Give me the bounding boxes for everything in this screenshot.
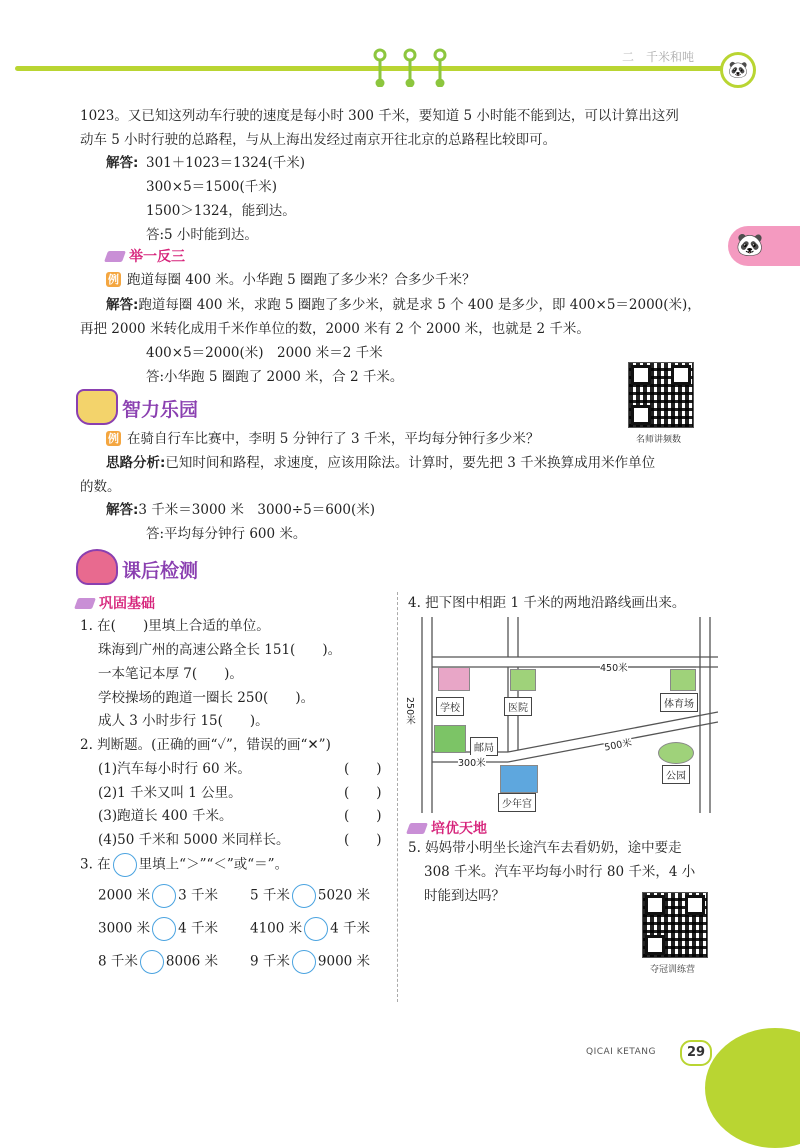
page-number: 29 <box>680 1040 712 1066</box>
answer-circle[interactable] <box>113 853 137 877</box>
answer-circle[interactable] <box>304 917 328 941</box>
zhili-analysis-label: 思路分析: <box>106 455 166 471</box>
q3-left-b: 8006 米 <box>165 953 219 970</box>
q2-item-2: (2)1 千米又叫 1 公里。 <box>98 785 242 801</box>
juyifansan-question-text: 跑道每圈 400 米。小华跑 5 圈跑了多少米？合多少千米？ <box>127 272 476 288</box>
zhili-mascot-icon <box>76 389 118 425</box>
q2-paren-3[interactable]: ( ) <box>344 808 382 824</box>
route-map[interactable] <box>404 617 718 813</box>
juyifansan-answer-4: 答:小华跑 5 圈跑了 2000 米，合 2 千米。 <box>146 369 404 385</box>
juyifansan-answer-row <box>106 295 701 315</box>
panda-header-icon: 🐼 <box>720 52 756 88</box>
zhili-answer-row <box>106 500 375 520</box>
q3-right-a: 4100 米 <box>250 920 303 937</box>
zhili-answer-1: 3 千米＝3000 米 3000÷5＝600(米) <box>138 502 375 518</box>
qr-caption-teacher: 名师讲频数 <box>636 435 682 445</box>
q3-left-b: 4 千米 <box>178 920 219 937</box>
q3-row-1-right <box>250 884 370 908</box>
chapter-title: 二 千米和吨 <box>622 50 695 64</box>
panda-side-tab: 🐼 <box>728 226 800 266</box>
map-distance-250: 250米 <box>404 697 415 725</box>
q1-item-2: 一本笔记本厚 7( )。 <box>98 666 243 682</box>
zhili-question <box>106 429 539 449</box>
answer-circle[interactable] <box>140 950 164 974</box>
q3-title <box>80 853 288 877</box>
zhili-answer-label: 解答: <box>106 502 139 518</box>
juyifansan-answer-2: 再把 2000 米转化成用千米作单位的数，2000 米有 2 个 2000 米，也就是 2 千米。 <box>80 321 590 337</box>
zhili-analysis-1: 已知时间和路程，求速度，应该用除法。计算时，要先把 3 千米换算成用米作单位 <box>165 455 656 471</box>
column-divider <box>397 592 398 1002</box>
q1-item-4: 成人 3 小时步行 15( )。 <box>98 713 269 729</box>
zhili-analysis-2: 的数。 <box>80 479 121 495</box>
q2-item-3: (3)跑道长 400 千米。 <box>98 808 233 824</box>
intro-answer-1: 301＋1023＝1324(千米) <box>146 155 306 171</box>
answer-circle[interactable] <box>152 884 176 908</box>
park-fountain-icon <box>658 742 694 764</box>
answer-circle[interactable] <box>292 884 316 908</box>
q3-left-a: 3000 米 <box>98 920 151 937</box>
q3-right-a: 9 千米 <box>250 953 290 970</box>
intro-answer-4: 答:5 小时能到达。 <box>146 227 258 243</box>
peiyou-heading <box>408 818 487 838</box>
q2-item-1: (1)汽车每小时行 60 米。 <box>98 761 251 777</box>
q3-row-1 <box>98 884 218 908</box>
map-distance-300: 300米 <box>458 755 486 769</box>
q3-title-b: 里填上“＞”“＜”或“＝”。 <box>138 856 289 873</box>
q2-paren-2[interactable]: ( ) <box>344 785 382 801</box>
answer-circle[interactable] <box>292 950 316 974</box>
kehou-mascot-icon <box>76 549 118 585</box>
intro-answer-3: 1500＞1324，能到达。 <box>146 203 296 219</box>
q5-line-2: 308 千米。汽车平均每小时行 80 千米，4 小 <box>424 864 696 880</box>
qr-code-teacher[interactable] <box>628 362 694 428</box>
example-badge: 例 <box>108 432 119 445</box>
q3-left-b: 3 千米 <box>178 887 219 904</box>
juyifansan-heading <box>106 246 185 266</box>
zhili-question-text: 在骑自行车比赛中，李明 5 分钟行了 3 千米，平均每分钟行多少米？ <box>127 431 540 447</box>
map-label-stadium: 体育场 <box>660 693 698 712</box>
zhili-answer-2: 答:平均每分钟行 600 米。 <box>146 526 307 542</box>
q2-paren-4[interactable]: ( ) <box>344 832 382 848</box>
header-clips <box>365 47 455 87</box>
kehou-title: 课后检测 <box>122 560 199 582</box>
q4-title: 4. 把下图中相距 1 千米的两地沿路线画出来。 <box>408 595 686 611</box>
map-distance-500: 500米 <box>603 734 633 753</box>
footer-decoration <box>705 1028 800 1148</box>
map-label-postoffice: 邮局 <box>470 737 498 756</box>
q3-right-b: 5020 米 <box>317 887 371 904</box>
q2-title: 2. 判断题。(正确的画“✓”，错误的画“✕”) <box>80 737 331 753</box>
q1-title: 1. 在( )里填上合适的单位。 <box>80 618 270 634</box>
youthpalace-building-icon <box>500 765 538 793</box>
peiyou-title: 培优天地 <box>431 821 487 837</box>
book-icon <box>406 823 428 834</box>
zhili-analysis-row <box>106 453 655 473</box>
q3-left-a: 8 千米 <box>98 953 138 970</box>
juyifansan-answer-label: 解答: <box>106 297 139 313</box>
hospital-building-icon <box>510 669 536 691</box>
q3-row-2 <box>98 917 218 941</box>
example-badge: 例 <box>108 273 119 286</box>
q2-item-4: (4)50 千米和 5000 米同样长。 <box>98 832 290 848</box>
qr-caption-training: 夺冠训练营 <box>650 965 696 975</box>
q1-item-3: 学校操场的跑道一圈长 250( )。 <box>98 690 315 706</box>
q3-title-a: 3. 在 <box>80 856 111 873</box>
q5-line-3: 时能到达吗？ <box>424 888 505 904</box>
q3-right-b: 9000 米 <box>317 953 371 970</box>
juyifansan-answer-1: 跑道每圈 400 米，求跑 5 圈跑了多少米，就是求 5 个 400 是多少，即 400×5＝2000(米)， <box>138 297 701 313</box>
qr-code-training[interactable] <box>642 892 708 958</box>
intro-line-1: 1023。又已知这列动车行驶的速度是每小时 300 千米，要知道 5 小时能不能到达，可以计算出这列 <box>80 108 679 124</box>
q2-paren-1[interactable]: ( ) <box>344 761 382 777</box>
intro-answer-2: 300×5＝1500(千米) <box>146 179 278 195</box>
footer-brand: QICAI KETANG <box>586 1047 656 1057</box>
q3-right-a: 5 千米 <box>250 887 290 904</box>
q3-right-b: 4 千米 <box>330 920 371 937</box>
book-icon <box>104 251 126 262</box>
map-label-youthpalace: 少年宫 <box>498 793 536 812</box>
gonggu-heading <box>76 593 155 613</box>
postoffice-building-icon <box>434 725 466 753</box>
book-icon <box>74 598 96 609</box>
zhili-title: 智力乐园 <box>122 399 199 421</box>
map-label-school: 学校 <box>436 697 464 716</box>
stadium-building-icon <box>670 669 696 691</box>
school-building-icon <box>438 667 470 691</box>
q3-left-a: 2000 米 <box>98 887 151 904</box>
juyifansan-title: 举一反三 <box>129 249 185 265</box>
map-label-park: 公园 <box>662 765 690 784</box>
q3-row-2-right <box>250 917 370 941</box>
q3-row-3 <box>98 950 218 974</box>
answer-circle[interactable] <box>152 917 176 941</box>
map-distance-450: 450米 <box>600 660 628 674</box>
q5-line-1: 5. 妈妈带小明坐长途汽车去看奶奶，途中要走 <box>408 840 682 856</box>
intro-answer-label: 解答: <box>106 155 139 171</box>
intro-line-2: 动车 5 小时行驶的总路程，与从上海出发经过南京开往北京的总路程比较即可。 <box>80 132 557 148</box>
gonggu-title: 巩固基础 <box>99 596 155 612</box>
juyifansan-answer-3: 400×5＝2000(米) 2000 米＝2 千米 <box>146 345 383 361</box>
map-label-hospital: 医院 <box>504 697 532 716</box>
q3-row-3-right <box>250 950 370 974</box>
juyifansan-question <box>106 270 476 290</box>
q1-item-1: 珠海到广州的高速公路全长 151( )。 <box>98 642 342 658</box>
